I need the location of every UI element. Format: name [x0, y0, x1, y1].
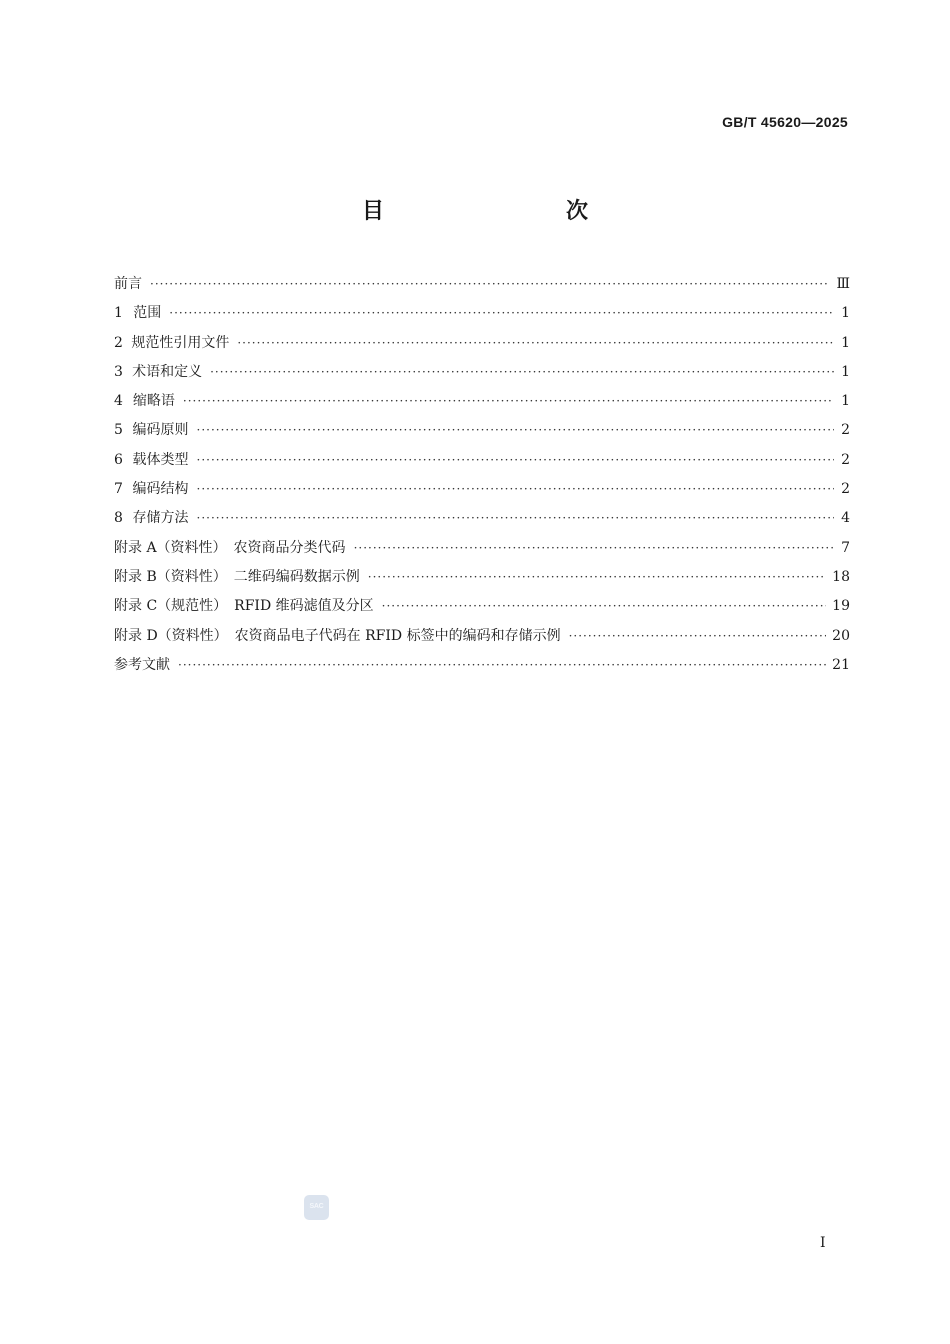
toc-leader-dots	[197, 504, 834, 533]
toc-entry-title: 参考文献	[114, 656, 170, 673]
toc-leader-dots	[569, 622, 827, 651]
toc-entry[interactable]	[114, 358, 850, 387]
toc-leader-dots	[183, 387, 834, 416]
toc-entry[interactable]	[114, 534, 850, 563]
toc-entry[interactable]	[114, 446, 850, 475]
toc-entry-page: 4	[841, 510, 850, 527]
toc-entry-page: 7	[841, 539, 850, 556]
sac-logo	[304, 1195, 329, 1220]
toc-entry-title: 附录 D（资料性） 农资商品电子代码在 RFID 标签中的编码和存储示例	[114, 627, 561, 644]
toc-entry-title: 存储方法	[132, 510, 189, 527]
standard-code: GB/T 45620—2025	[722, 114, 848, 130]
toc-entry[interactable]	[114, 416, 850, 445]
toc-leader-dots	[178, 651, 826, 680]
toc-leader-dots	[368, 563, 826, 592]
toc-entry-title: 前言	[114, 276, 142, 292]
toc-entry-page: 18	[832, 568, 850, 585]
toc-leader-dots	[197, 446, 834, 475]
toc-entry-title: 编码结构	[132, 481, 189, 498]
page-title: 目 次	[361, 199, 634, 224]
toc-entry-number: 7	[114, 481, 123, 498]
toc-entry[interactable]	[114, 504, 850, 533]
toc-entry-page: 1	[841, 393, 850, 410]
toc-entry-number: 6	[114, 451, 123, 468]
page-number: I	[820, 1235, 826, 1251]
toc-entry-title: 缩略语	[132, 393, 175, 410]
toc-entry-page: 19	[832, 598, 850, 615]
toc-entry-title: 附录 A（资料性） 农资商品分类代码	[114, 539, 346, 556]
toc-entry-page: 1	[841, 363, 850, 380]
sac-logo-text: SAC	[309, 1203, 324, 1210]
toc-entry[interactable]	[114, 651, 850, 680]
toc-entry-title: 附录 B（资料性） 二维码编码数据示例	[114, 568, 360, 585]
toc-entry-title: 载体类型	[132, 451, 189, 468]
toc-entry-title: 范围	[133, 305, 162, 322]
toc-entry-number: 4	[114, 393, 123, 410]
toc-entry[interactable]	[114, 387, 850, 416]
toc-entry-number: 5	[114, 422, 123, 439]
toc-leader-dots	[197, 416, 834, 445]
toc-entry[interactable]	[114, 622, 850, 651]
toc-entry-title: 编码原则	[132, 422, 189, 439]
toc-leader-dots	[169, 299, 834, 328]
toc-entry[interactable]	[114, 592, 850, 621]
toc-entry-page: 1	[841, 334, 850, 351]
toc-entry-page: 2	[841, 481, 850, 498]
toc-entry-page: 20	[832, 627, 850, 644]
toc-entry-number: 1	[114, 305, 123, 322]
toc-entry-number: 3	[114, 363, 123, 380]
toc-leader-dots	[382, 592, 827, 621]
toc-entry-page: 1	[841, 305, 850, 322]
toc-entry[interactable]	[114, 475, 850, 504]
toc-entry-title: 规范性引用文件	[131, 334, 230, 351]
toc-entry[interactable]	[114, 563, 850, 592]
toc-entry-title: 附录 C（规范性） RFID 维码滤值及分区	[114, 598, 374, 615]
toc-entry-number: 8	[114, 510, 123, 527]
toc-entry[interactable]	[114, 299, 850, 328]
toc-entry-number: 2	[114, 334, 123, 351]
toc-leader-dots	[150, 270, 830, 299]
table-of-contents	[114, 270, 850, 680]
toc-entry-page: 21	[832, 656, 850, 673]
toc-leader-dots	[237, 329, 834, 358]
toc-entry-page: Ⅲ	[836, 276, 850, 292]
toc-leader-dots	[354, 534, 834, 563]
toc-leader-dots	[197, 475, 834, 504]
toc-entry[interactable]	[114, 329, 850, 358]
toc-entry-title: 术语和定义	[132, 363, 203, 380]
toc-leader-dots	[210, 358, 834, 387]
toc-entry-page: 2	[841, 422, 850, 439]
toc-entry-page: 2	[841, 451, 850, 468]
toc-entry[interactable]	[114, 270, 850, 299]
